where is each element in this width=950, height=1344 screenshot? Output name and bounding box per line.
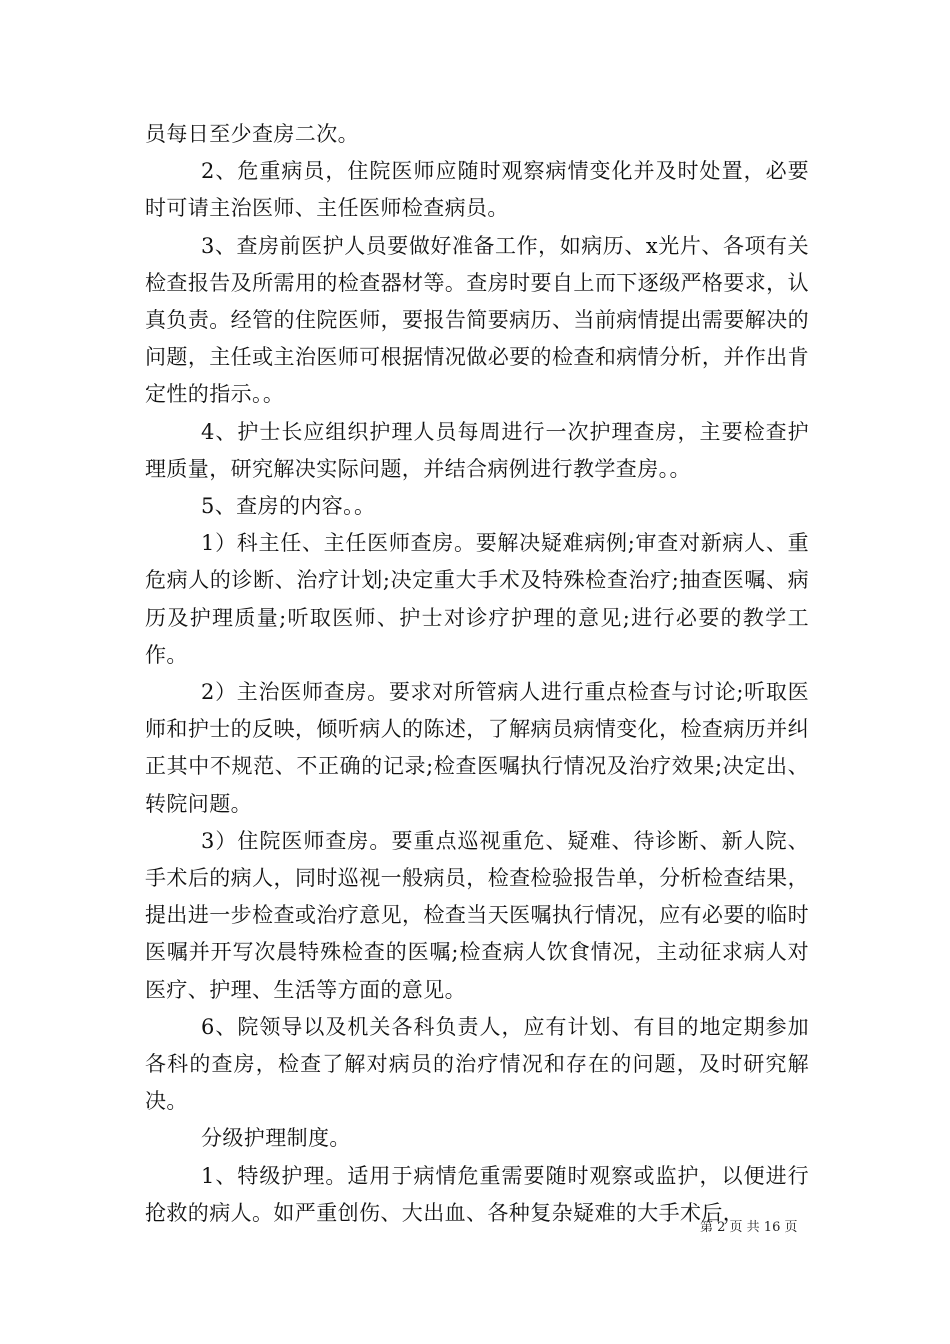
paragraph-5: 5、查房的内容。。 [201,494,376,519]
paragraph-9: 6、院领导以及机关各科负责人，应有计划、有目的地定期参加各科的查房，检查了解对病员的治疗情况和存在的问题，及时研究解决。 [145,1014,809,1114]
paragraph-2: 2、危重病员，住院医师应随时观察病情变化并及时处置，必要时可请主治医师、主任医师检查病员。 [145,159,809,221]
paragraph-8: 3）住院医师查房。要重点巡视重危、疑难、待诊断、新人院、手术后的病人，同时巡视一般病员，检查检验报告单，分析检查结果，提出进一步检查或治疗意见，检查当天医嘱执行情况，应有必要的临时医嘱并开写次晨特殊检查的医嘱;检查病人饮食情况，主动征求病人对医疗、护理、生活等方面的意见。 [145,828,809,1002]
paragraph-1: 员每日至少查房二次。 [145,122,359,146]
paragraph-4: 4、护士长应组织护理人员每周进行一次护理查房，主要检查护理质量，研究解决实际问题，并结合病例进行教学查房。。 [145,419,809,481]
paragraph-11: 1、特级护理。适用于病情危重需要随时观察或监护，以便进行抢救的病人。如严重创伤、大出血、各种复杂疑难的大手术后， [145,1163,809,1225]
paragraph-7: 2）主治医师查房。要求对所管病人进行重点检查与讨论;听取医师和护士的反映，倾听病人的陈述，了解病员病情变化，检查病历并纠正其中不规范、不正确的记录;检查医嘱执行情况及治疗效果;决定出、转院问题。 [145,680,809,816]
paragraph-6: 1）科主任、主任医师查房。要解决疑难病例;审查对新病人、重危病人的诊断、治疗计划;决定重大手术及特殊检查治疗;抽查医嘱、病历及护理质量;听取医师、护士对诊疗护理的意见;进行必要的教学工作。 [145,531,809,667]
paragraph-3: 3、查房前医护人员要做好准备工作，如病历、x光片、各项有关检查报告及所需用的检查器材等。查房时要自上而下逐级严格要求，认真负责。经管的住院医师，要报告简要病历、当前病情提出需要解决的问题，主任或主治医师可根据情况做必要的检查和病情分析，并作出肯定性的指示。。 [145,233,809,407]
page-number-footer: 第 2 页 共 16 页 [700,1220,798,1235]
document-body [145,116,809,1232]
paragraph-10: 分级护理制度。 [201,1126,351,1151]
